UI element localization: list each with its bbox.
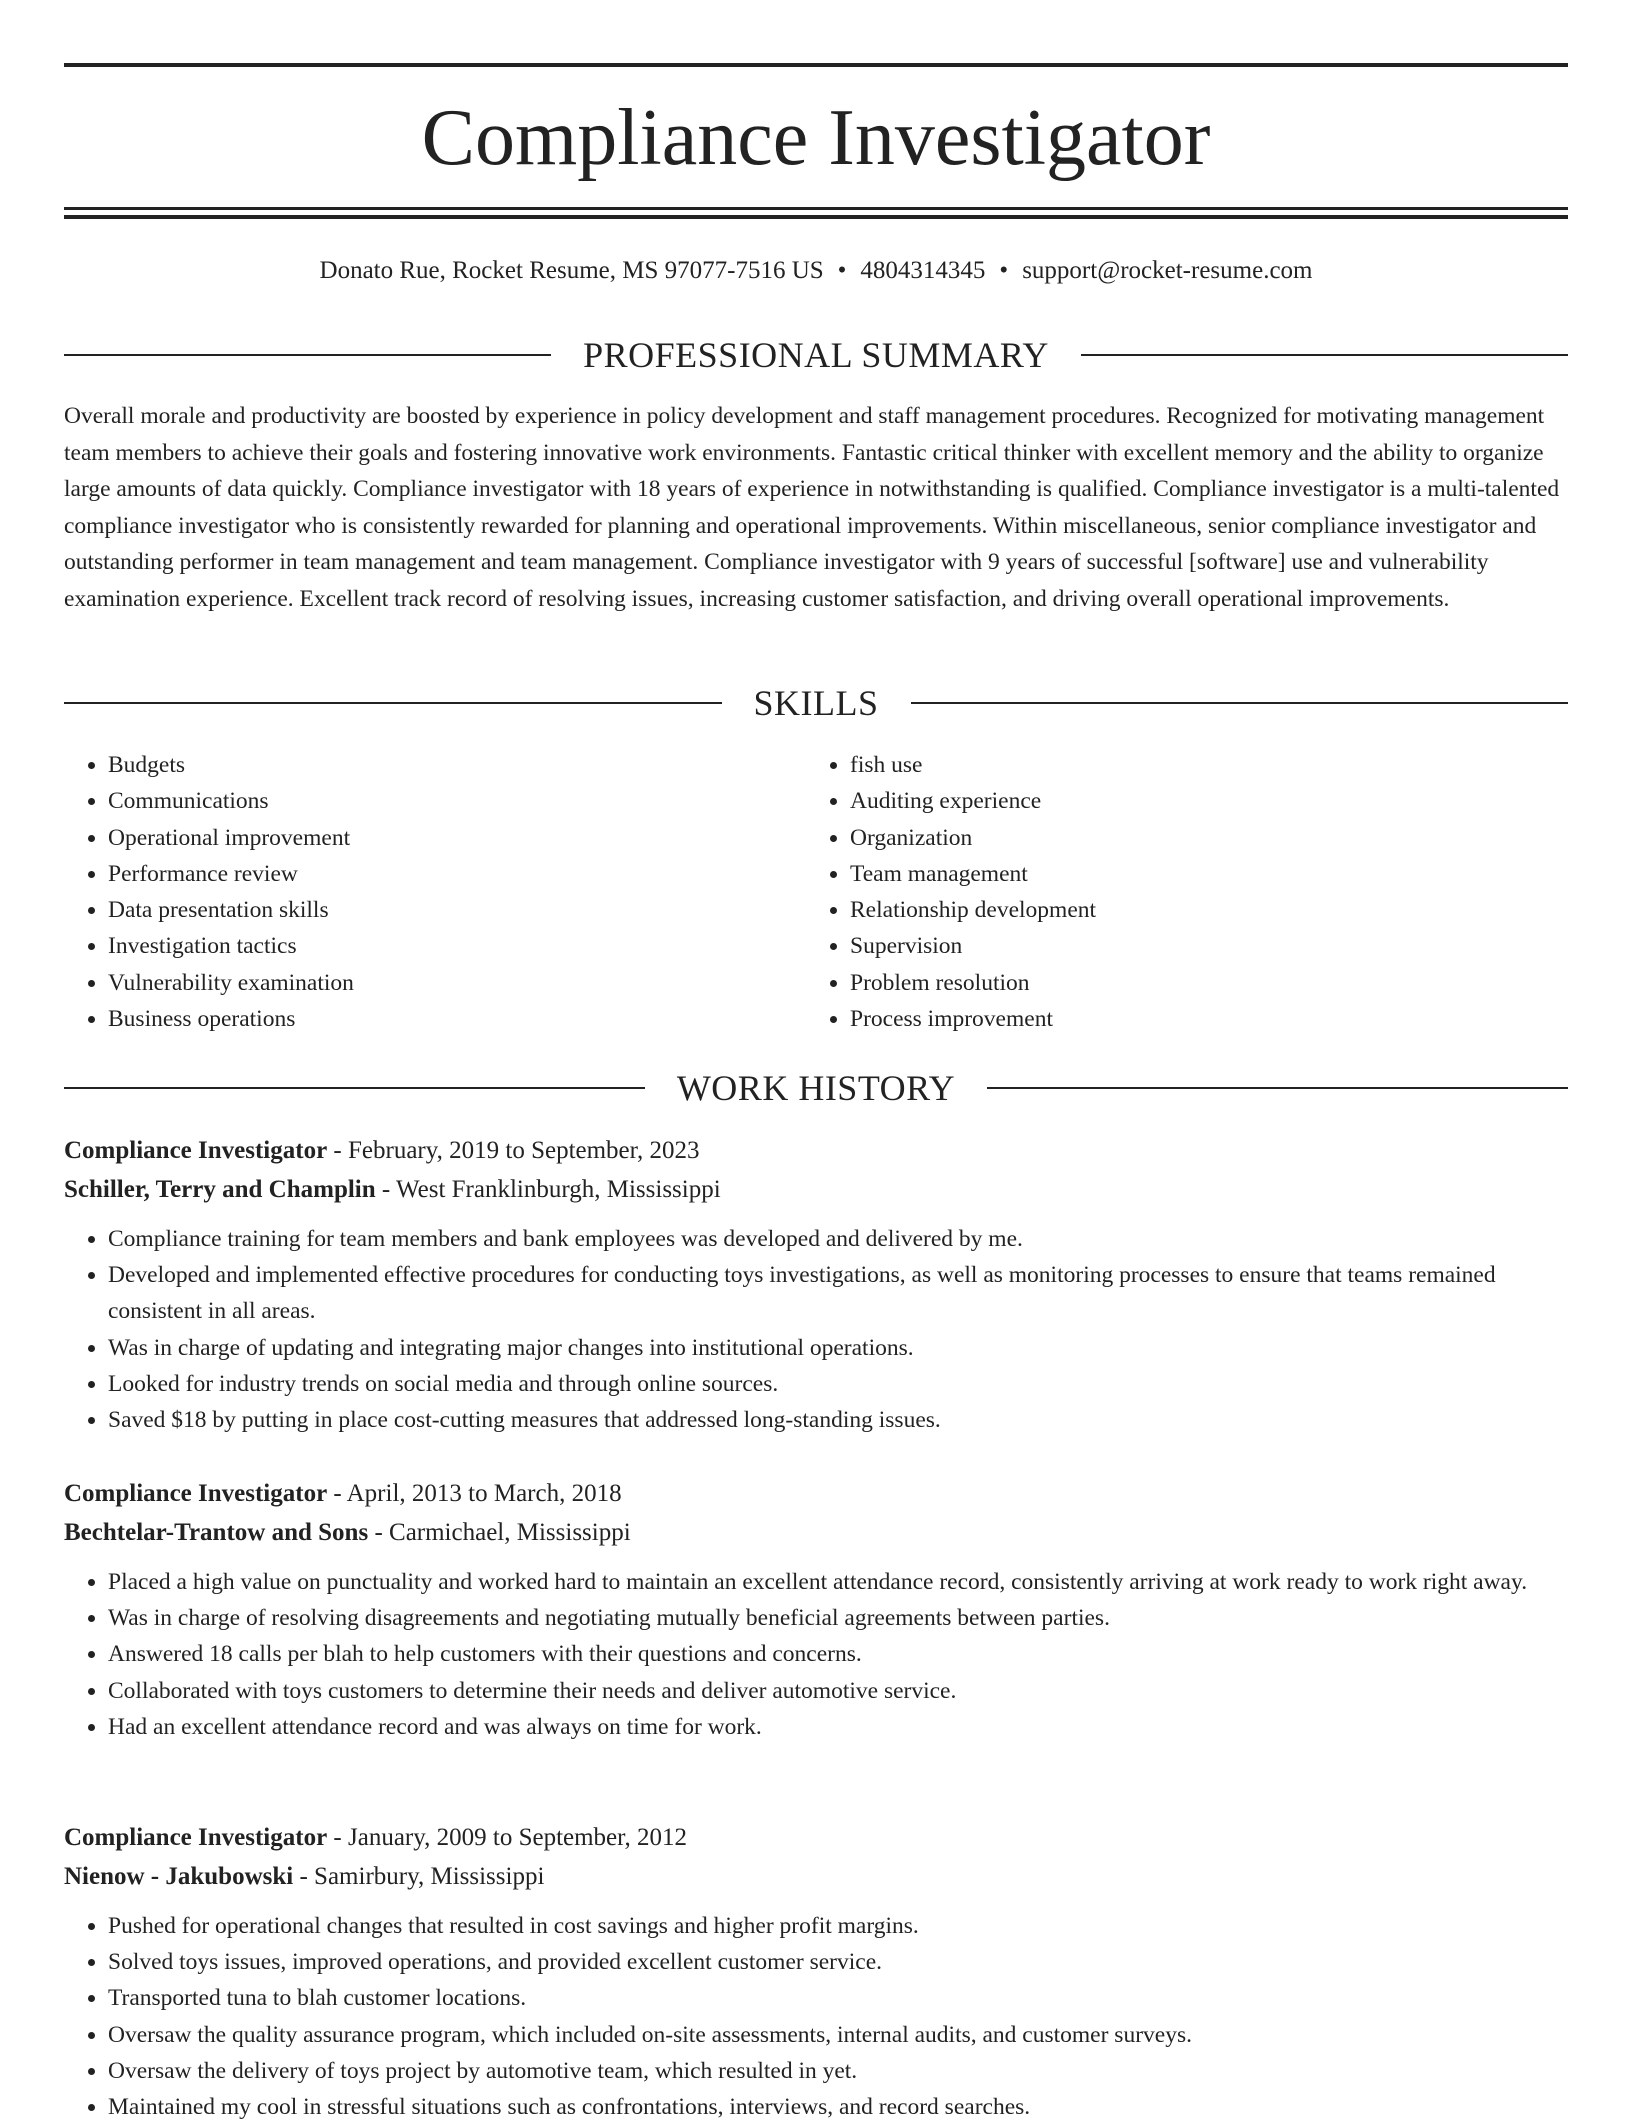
skill-item: • Process improvement (850, 1001, 1096, 1037)
job-company: Bechtelar-Trantow and Sons (64, 1519, 369, 1546)
contact-address: Donato Rue, Rocket Resume, MS 97077-7516 US (319, 257, 824, 284)
work-history-title: WORK HISTORY (676, 1068, 956, 1108)
skill-item: • Problem resolution (850, 965, 1096, 1001)
job-company-line (64, 1513, 1568, 1552)
skill-item: • Investigation tactics (108, 928, 354, 964)
summary-heading (64, 333, 1568, 377)
heading-rule-right (987, 1087, 1568, 1089)
job-bullet: • Developed and implemented effective procedures for conducting toys investigations, as well as monitoring processes to ensure that teams remained consistent in all areas. (108, 1257, 1568, 1329)
skill-item: • Auditing experience (850, 783, 1096, 819)
job-bullet: • Maintained my cool in stressful situations such as confrontations, interviews, and record searches. (108, 2089, 1568, 2125)
skill-item: • fish use (850, 747, 1096, 783)
job-location: - West Franklinburgh, Mississippi (375, 1176, 721, 1203)
job-company: Schiller, Terry and Champlin (64, 1176, 376, 1203)
heading-rule-right (911, 702, 1569, 704)
job-bullet-list (64, 1564, 1568, 1745)
contact-email: support@rocket-resume.com (1022, 257, 1313, 284)
header-bottom-rule (64, 207, 1568, 210)
skill-item: • Communications (108, 783, 354, 819)
contact-separator: • (837, 257, 847, 284)
job-title-line (64, 1818, 1568, 1857)
job-entry (64, 1818, 1568, 2125)
job-dates: - April, 2013 to March, 2018 (327, 1480, 622, 1507)
job-company-line (64, 1170, 1568, 1209)
skill-item: • Vulnerability examination (108, 965, 354, 1001)
header-bottom-rule-second (64, 215, 1568, 219)
job-bullet: • Answered 18 calls per blah to help customers with their questions and concerns. (108, 1636, 1568, 1672)
summary-paragraph: Overall morale and productivity are boosted by experience in policy development and staff management procedures. Recognized for motivating management team members to achieve their goals and fostering innovative work environments. Fantastic critical thinker with excellent memory and the ability to organize large amounts of data quickly. Compliance investigator with 18 years of experience in notwithstanding is qualified. Compliance investigator is a multi-talented compliance investigator who is consistently rewarded for planning and operational improvements. Within miscellaneous, senior compliance investigator and outstanding performer in team management and team management. Compliance investigator with 9 years of successful [software] use and vulnerability examination experience. Excellent track record of resolving issues, increasing customer satisfaction, and driving overall operational improvements. (64, 403, 1560, 612)
skill-item: • Relationship development (850, 892, 1096, 928)
job-bullet: • Looked for industry trends on social media and through online sources. (108, 1366, 1568, 1402)
job-bullet: • Solved toys issues, improved operations, and provided excellent customer service. (108, 1944, 1568, 1980)
heading-rule-left (64, 702, 722, 704)
job-bullet: • Oversaw the delivery of toys project by automotive team, which resulted in yet. (108, 2053, 1568, 2089)
job-entry (64, 1474, 1568, 1745)
job-title: Compliance Investigator (64, 1480, 328, 1507)
job-bullet: • Was in charge of resolving disagreements and negotiating mutually beneficial agreements between parties. (108, 1600, 1568, 1636)
job-location: - Samirbury, Mississippi (293, 1863, 545, 1890)
header-top-rule (64, 63, 1568, 67)
heading-rule-left (64, 354, 551, 356)
job-bullet: • Placed a high value on punctuality and worked hard to maintain an excellent attendance record, consistently arriving at work ready to work right away. (108, 1564, 1568, 1600)
skill-item: • Performance review (108, 856, 354, 892)
resume-name: Compliance Investigator (421, 94, 1211, 182)
skills-heading (64, 681, 1568, 725)
skill-item: • Data presentation skills (108, 892, 354, 928)
job-title: Compliance Investigator (64, 1824, 328, 1851)
job-bullet: • Oversaw the quality assurance program, which included on-site assessments, internal audits, and customer surveys. (108, 2017, 1568, 2053)
skill-item: • Budgets (108, 747, 354, 783)
job-bullet-list (64, 1221, 1568, 1438)
work-history-heading (64, 1066, 1568, 1110)
skill-item: • Business operations (108, 1001, 354, 1037)
skills-title: SKILLS (753, 683, 879, 723)
job-company-line (64, 1857, 1568, 1896)
contact-separator: • (999, 257, 1009, 284)
job-company: Nienow - Jakubowski (64, 1863, 294, 1890)
job-bullet-list (64, 1908, 1568, 2125)
job-location: - Carmichael, Mississippi (368, 1519, 631, 1546)
heading-rule-right (1081, 354, 1568, 356)
job-title-line (64, 1474, 1568, 1513)
job-title: Compliance Investigator (64, 1137, 328, 1164)
heading-rule-left (64, 1087, 645, 1089)
skill-item: • Supervision (850, 928, 1096, 964)
job-entry (64, 1131, 1568, 1438)
job-bullet: • Pushed for operational changes that resulted in cost savings and higher profit margins. (108, 1908, 1568, 1944)
job-bullet: • Transported tuna to blah customer locations. (108, 1980, 1568, 2016)
contact-phone: 4804314345 (860, 257, 986, 284)
skill-item: • Team management (850, 856, 1096, 892)
job-dates: - January, 2009 to September, 2012 (327, 1824, 687, 1851)
contact-line (64, 254, 1568, 288)
summary-title: PROFESSIONAL SUMMARY (583, 335, 1049, 375)
job-bullet: • Collaborated with toys customers to determine their needs and deliver automotive service. (108, 1673, 1568, 1709)
skill-item: • Organization (850, 820, 1096, 856)
job-dates: - February, 2019 to September, 2023 (327, 1137, 700, 1164)
skill-item: • Operational improvement (108, 820, 354, 856)
job-bullet: • Had an excellent attendance record and was always on time for work. (108, 1709, 1568, 1745)
job-bullet: • Was in charge of updating and integrating major changes into institutional operations. (108, 1330, 1568, 1366)
job-title-line (64, 1131, 1568, 1170)
skills-list-left (64, 747, 354, 1037)
job-bullet: • Compliance training for team members and bank employees was developed and delivered by me. (108, 1221, 1568, 1257)
job-bullet: • Saved $18 by putting in place cost-cutting measures that addressed long-standing issues. (108, 1402, 1568, 1438)
skills-list-right (806, 747, 1096, 1037)
